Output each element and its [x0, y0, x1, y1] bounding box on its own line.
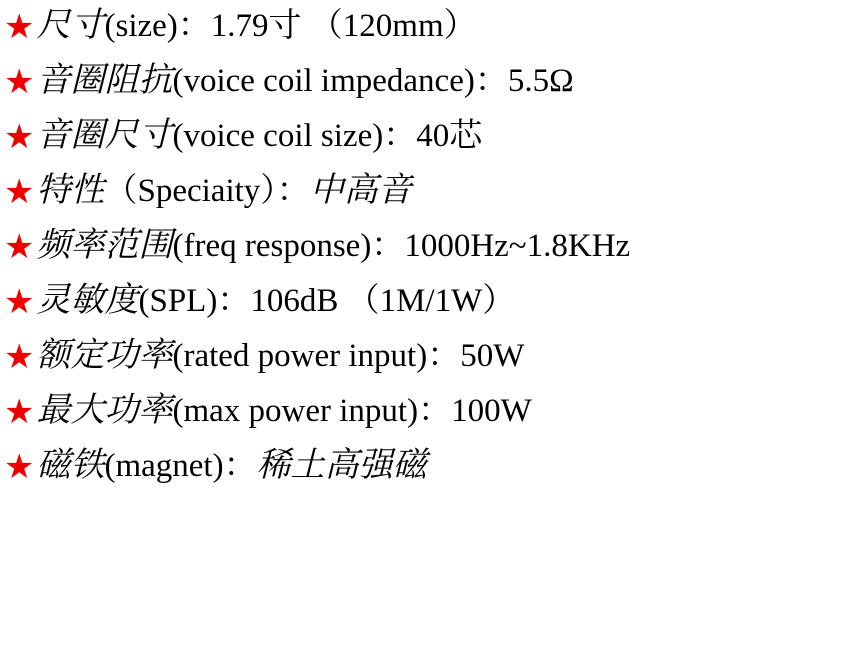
spec-row — [4, 170, 859, 228]
spec-row — [4, 445, 859, 503]
spec-label-latin: (magnet)： — [104, 448, 257, 484]
spec-value: 40芯 — [416, 118, 483, 154]
spec-line — [36, 115, 483, 155]
spec-label-cjk: 尺寸 — [36, 5, 105, 45]
spec-label-latin: (max power input)： — [172, 393, 452, 429]
spec-label-cjk: 磁铁 — [36, 445, 105, 485]
spec-value: 中高音 — [309, 170, 412, 210]
spec-row — [4, 60, 859, 118]
spec-label-cjk: 音圈尺寸 — [36, 115, 173, 155]
spec-label-cjk: 音圈阻抗 — [36, 60, 173, 100]
spec-line — [36, 445, 427, 485]
spec-line — [36, 280, 516, 320]
spec-label-latin: （Speciaity）： — [104, 173, 310, 209]
spec-label-cjk: 频率范围 — [36, 225, 173, 265]
spec-row — [4, 335, 859, 393]
spec-value: 稀土高强磁 — [256, 445, 427, 485]
spec-row — [4, 280, 859, 338]
spec-label-cjk: 额定功率 — [36, 335, 173, 375]
star-icon: ★ — [4, 284, 35, 321]
star-icon: ★ — [4, 394, 35, 431]
spec-value: 106dB （1M/1W） — [250, 283, 516, 319]
spec-label-cjk: 灵敏度 — [36, 280, 139, 320]
spec-line — [36, 170, 412, 210]
spec-row — [4, 5, 859, 63]
spec-line — [36, 60, 574, 100]
star-icon: ★ — [4, 64, 35, 101]
star-icon: ★ — [4, 449, 35, 486]
spec-row — [4, 115, 859, 173]
spec-label-cjk: 特性 — [36, 170, 105, 210]
spec-line — [36, 390, 532, 430]
spec-label-cjk: 最大功率 — [36, 390, 173, 430]
spec-value: 1000Hz~1.8KHz — [404, 228, 631, 264]
star-icon: ★ — [4, 174, 35, 211]
spec-row — [4, 225, 859, 283]
spec-label-latin: (SPL)： — [138, 283, 251, 319]
star-icon: ★ — [4, 339, 35, 376]
spec-value: 1.79寸 （120mm） — [210, 8, 477, 44]
spec-row — [4, 390, 859, 448]
spec-value: 5.5Ω — [507, 63, 574, 99]
spec-line — [36, 335, 525, 375]
spec-label-latin: (rated power input)： — [172, 338, 461, 374]
star-icon: ★ — [4, 119, 35, 156]
spec-label-latin: (voice coil impedance)： — [172, 63, 508, 99]
spec-value: 100W — [451, 393, 532, 429]
spec-value: 50W — [460, 338, 525, 374]
spec-label-latin: (freq response)： — [172, 228, 405, 264]
spec-line — [36, 225, 631, 265]
spec-label-latin: (voice coil size)： — [172, 118, 417, 154]
spec-label-latin: (size)： — [104, 8, 211, 44]
spec-line — [36, 5, 477, 45]
star-icon: ★ — [4, 229, 35, 266]
star-icon: ★ — [4, 9, 35, 46]
